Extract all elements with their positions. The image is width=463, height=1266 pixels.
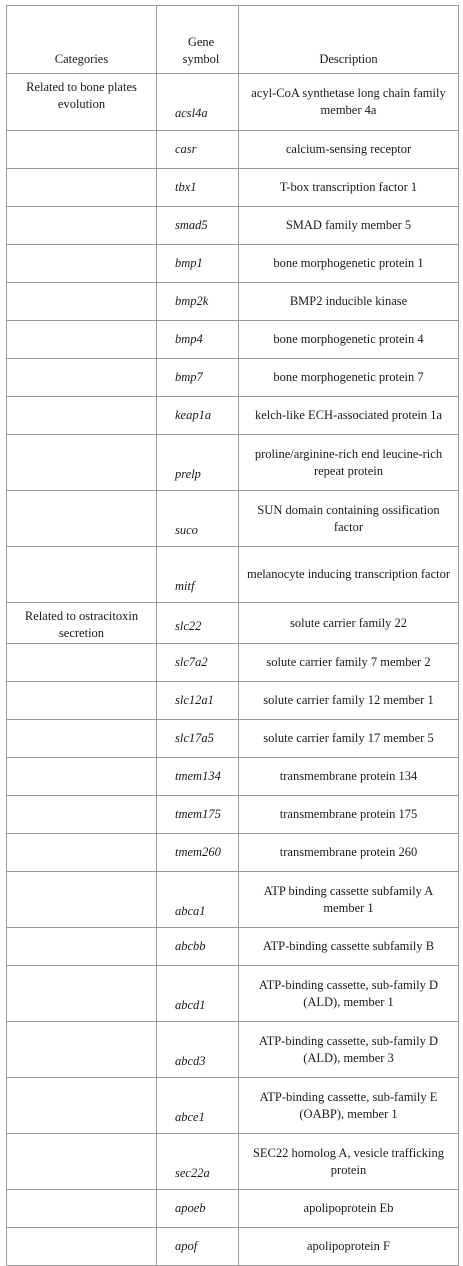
table-row xyxy=(7,1022,459,1078)
category-cell xyxy=(7,1078,157,1134)
table-row xyxy=(7,1134,459,1190)
description-cell: proline/arginine-rich end leucine-rich repeat protein xyxy=(239,435,459,491)
gene-symbol-cell: bmp4 xyxy=(157,321,239,359)
table-row xyxy=(7,644,459,682)
description-cell: solute carrier family 22 xyxy=(239,603,459,644)
table-row xyxy=(7,928,459,966)
table-row xyxy=(7,720,459,758)
table-row xyxy=(7,435,459,491)
description-cell: transmembrane protein 260 xyxy=(239,834,459,872)
description-cell: SEC22 homolog A, vesicle trafficking protein xyxy=(239,1134,459,1190)
table-row xyxy=(7,1228,459,1266)
table-row xyxy=(7,169,459,207)
gene-symbol-cell: slc7a2 xyxy=(157,644,239,682)
description-cell: SUN domain containing ossification factor xyxy=(239,491,459,547)
category-cell xyxy=(7,1134,157,1190)
category-cell xyxy=(7,796,157,834)
gene-symbol-cell: bmp2k xyxy=(157,283,239,321)
table-row xyxy=(7,547,459,603)
description-cell: solute carrier family 12 member 1 xyxy=(239,682,459,720)
gene-symbol-cell: tmem175 xyxy=(157,796,239,834)
category-cell xyxy=(7,435,157,491)
category-cell xyxy=(7,1228,157,1266)
table-body xyxy=(7,74,459,1266)
gene-symbol-cell: slc22 xyxy=(157,603,239,644)
gene-symbol-cell: bmp7 xyxy=(157,359,239,397)
description-cell: T-box transcription factor 1 xyxy=(239,169,459,207)
gene-symbol-cell: sec22a xyxy=(157,1134,239,1190)
category-cell: Related to ostracitoxin secretion xyxy=(7,603,157,644)
gene-symbol-cell: suco xyxy=(157,491,239,547)
category-cell xyxy=(7,283,157,321)
gene-symbol-cell: apoeb xyxy=(157,1190,239,1228)
description-cell: melanocyte inducing transcription factor xyxy=(239,547,459,603)
table-row xyxy=(7,207,459,245)
gene-symbol-cell: smad5 xyxy=(157,207,239,245)
category-cell xyxy=(7,131,157,169)
gene-symbol-cell: casr xyxy=(157,131,239,169)
gene-symbol-cell: abcd1 xyxy=(157,966,239,1022)
gene-symbol-cell: tmem134 xyxy=(157,758,239,796)
gene-symbol-cell: abcbb xyxy=(157,928,239,966)
table-row xyxy=(7,321,459,359)
category-cell xyxy=(7,758,157,796)
description-cell: solute carrier family 7 member 2 xyxy=(239,644,459,682)
gene-symbol-cell: apof xyxy=(157,1228,239,1266)
table-row xyxy=(7,758,459,796)
gene-symbol-cell: slc17a5 xyxy=(157,720,239,758)
description-cell: bone morphogenetic protein 1 xyxy=(239,245,459,283)
category-cell xyxy=(7,966,157,1022)
description-cell: ATP-binding cassette, sub-family D (ALD), member 3 xyxy=(239,1022,459,1078)
description-cell: SMAD family member 5 xyxy=(239,207,459,245)
category-cell xyxy=(7,169,157,207)
category-cell xyxy=(7,1190,157,1228)
header-categories: Categories xyxy=(7,6,157,74)
description-cell: transmembrane protein 175 xyxy=(239,796,459,834)
gene-symbol-cell: tmem260 xyxy=(157,834,239,872)
gene-symbol-cell: bmp1 xyxy=(157,245,239,283)
table-row xyxy=(7,245,459,283)
table-row xyxy=(7,359,459,397)
table-row xyxy=(7,491,459,547)
description-cell: bone morphogenetic protein 7 xyxy=(239,359,459,397)
header-row xyxy=(7,6,459,74)
table-row xyxy=(7,603,459,644)
description-cell: transmembrane protein 134 xyxy=(239,758,459,796)
description-cell: apolipoprotein Eb xyxy=(239,1190,459,1228)
category-cell xyxy=(7,644,157,682)
category-cell xyxy=(7,245,157,283)
table-row xyxy=(7,283,459,321)
header-gene-symbol xyxy=(157,6,239,74)
gene-symbol-cell: keap1a xyxy=(157,397,239,435)
table-row xyxy=(7,397,459,435)
category-cell: Related to bone plates evolution xyxy=(7,74,157,131)
category-cell xyxy=(7,834,157,872)
description-cell: ATP-binding cassette, sub-family E (OABP), member 1 xyxy=(239,1078,459,1134)
table-row xyxy=(7,682,459,720)
category-cell xyxy=(7,359,157,397)
description-cell: solute carrier family 17 member 5 xyxy=(239,720,459,758)
header-gene-symbol-text: Gene symbol xyxy=(182,35,220,66)
category-cell xyxy=(7,1022,157,1078)
description-cell: acyl-CoA synthetase long chain family member 4a xyxy=(239,74,459,131)
table-row xyxy=(7,966,459,1022)
description-cell: BMP2 inducible kinase xyxy=(239,283,459,321)
gene-symbol-cell: acsl4a xyxy=(157,74,239,131)
description-cell: ATP-binding cassette subfamily B xyxy=(239,928,459,966)
table-header xyxy=(7,6,459,74)
category-cell xyxy=(7,872,157,928)
gene-symbol-cell: abca1 xyxy=(157,872,239,928)
category-cell xyxy=(7,682,157,720)
description-cell: apolipoprotein F xyxy=(239,1228,459,1266)
gene-table xyxy=(6,5,459,1266)
table-row xyxy=(7,796,459,834)
category-cell xyxy=(7,397,157,435)
description-cell: ATP-binding cassette, sub-family D (ALD), member 1 xyxy=(239,966,459,1022)
table-row xyxy=(7,872,459,928)
table-row xyxy=(7,74,459,131)
category-cell xyxy=(7,491,157,547)
category-cell xyxy=(7,547,157,603)
gene-symbol-cell: abcd3 xyxy=(157,1022,239,1078)
description-cell: calcium-sensing receptor xyxy=(239,131,459,169)
description-cell: bone morphogenetic protein 4 xyxy=(239,321,459,359)
category-cell xyxy=(7,928,157,966)
gene-symbol-cell: slc12a1 xyxy=(157,682,239,720)
table-row xyxy=(7,131,459,169)
table-row xyxy=(7,1190,459,1228)
gene-symbol-cell: prelp xyxy=(157,435,239,491)
gene-symbol-cell: mitf xyxy=(157,547,239,603)
table-row xyxy=(7,1078,459,1134)
category-cell xyxy=(7,321,157,359)
header-description: Description xyxy=(239,6,459,74)
gene-symbol-cell: abce1 xyxy=(157,1078,239,1134)
table-row xyxy=(7,834,459,872)
category-cell xyxy=(7,207,157,245)
category-cell xyxy=(7,720,157,758)
gene-symbol-cell: tbx1 xyxy=(157,169,239,207)
description-cell: ATP binding cassette subfamily A member 1 xyxy=(239,872,459,928)
description-cell: kelch-like ECH-associated protein 1a xyxy=(239,397,459,435)
